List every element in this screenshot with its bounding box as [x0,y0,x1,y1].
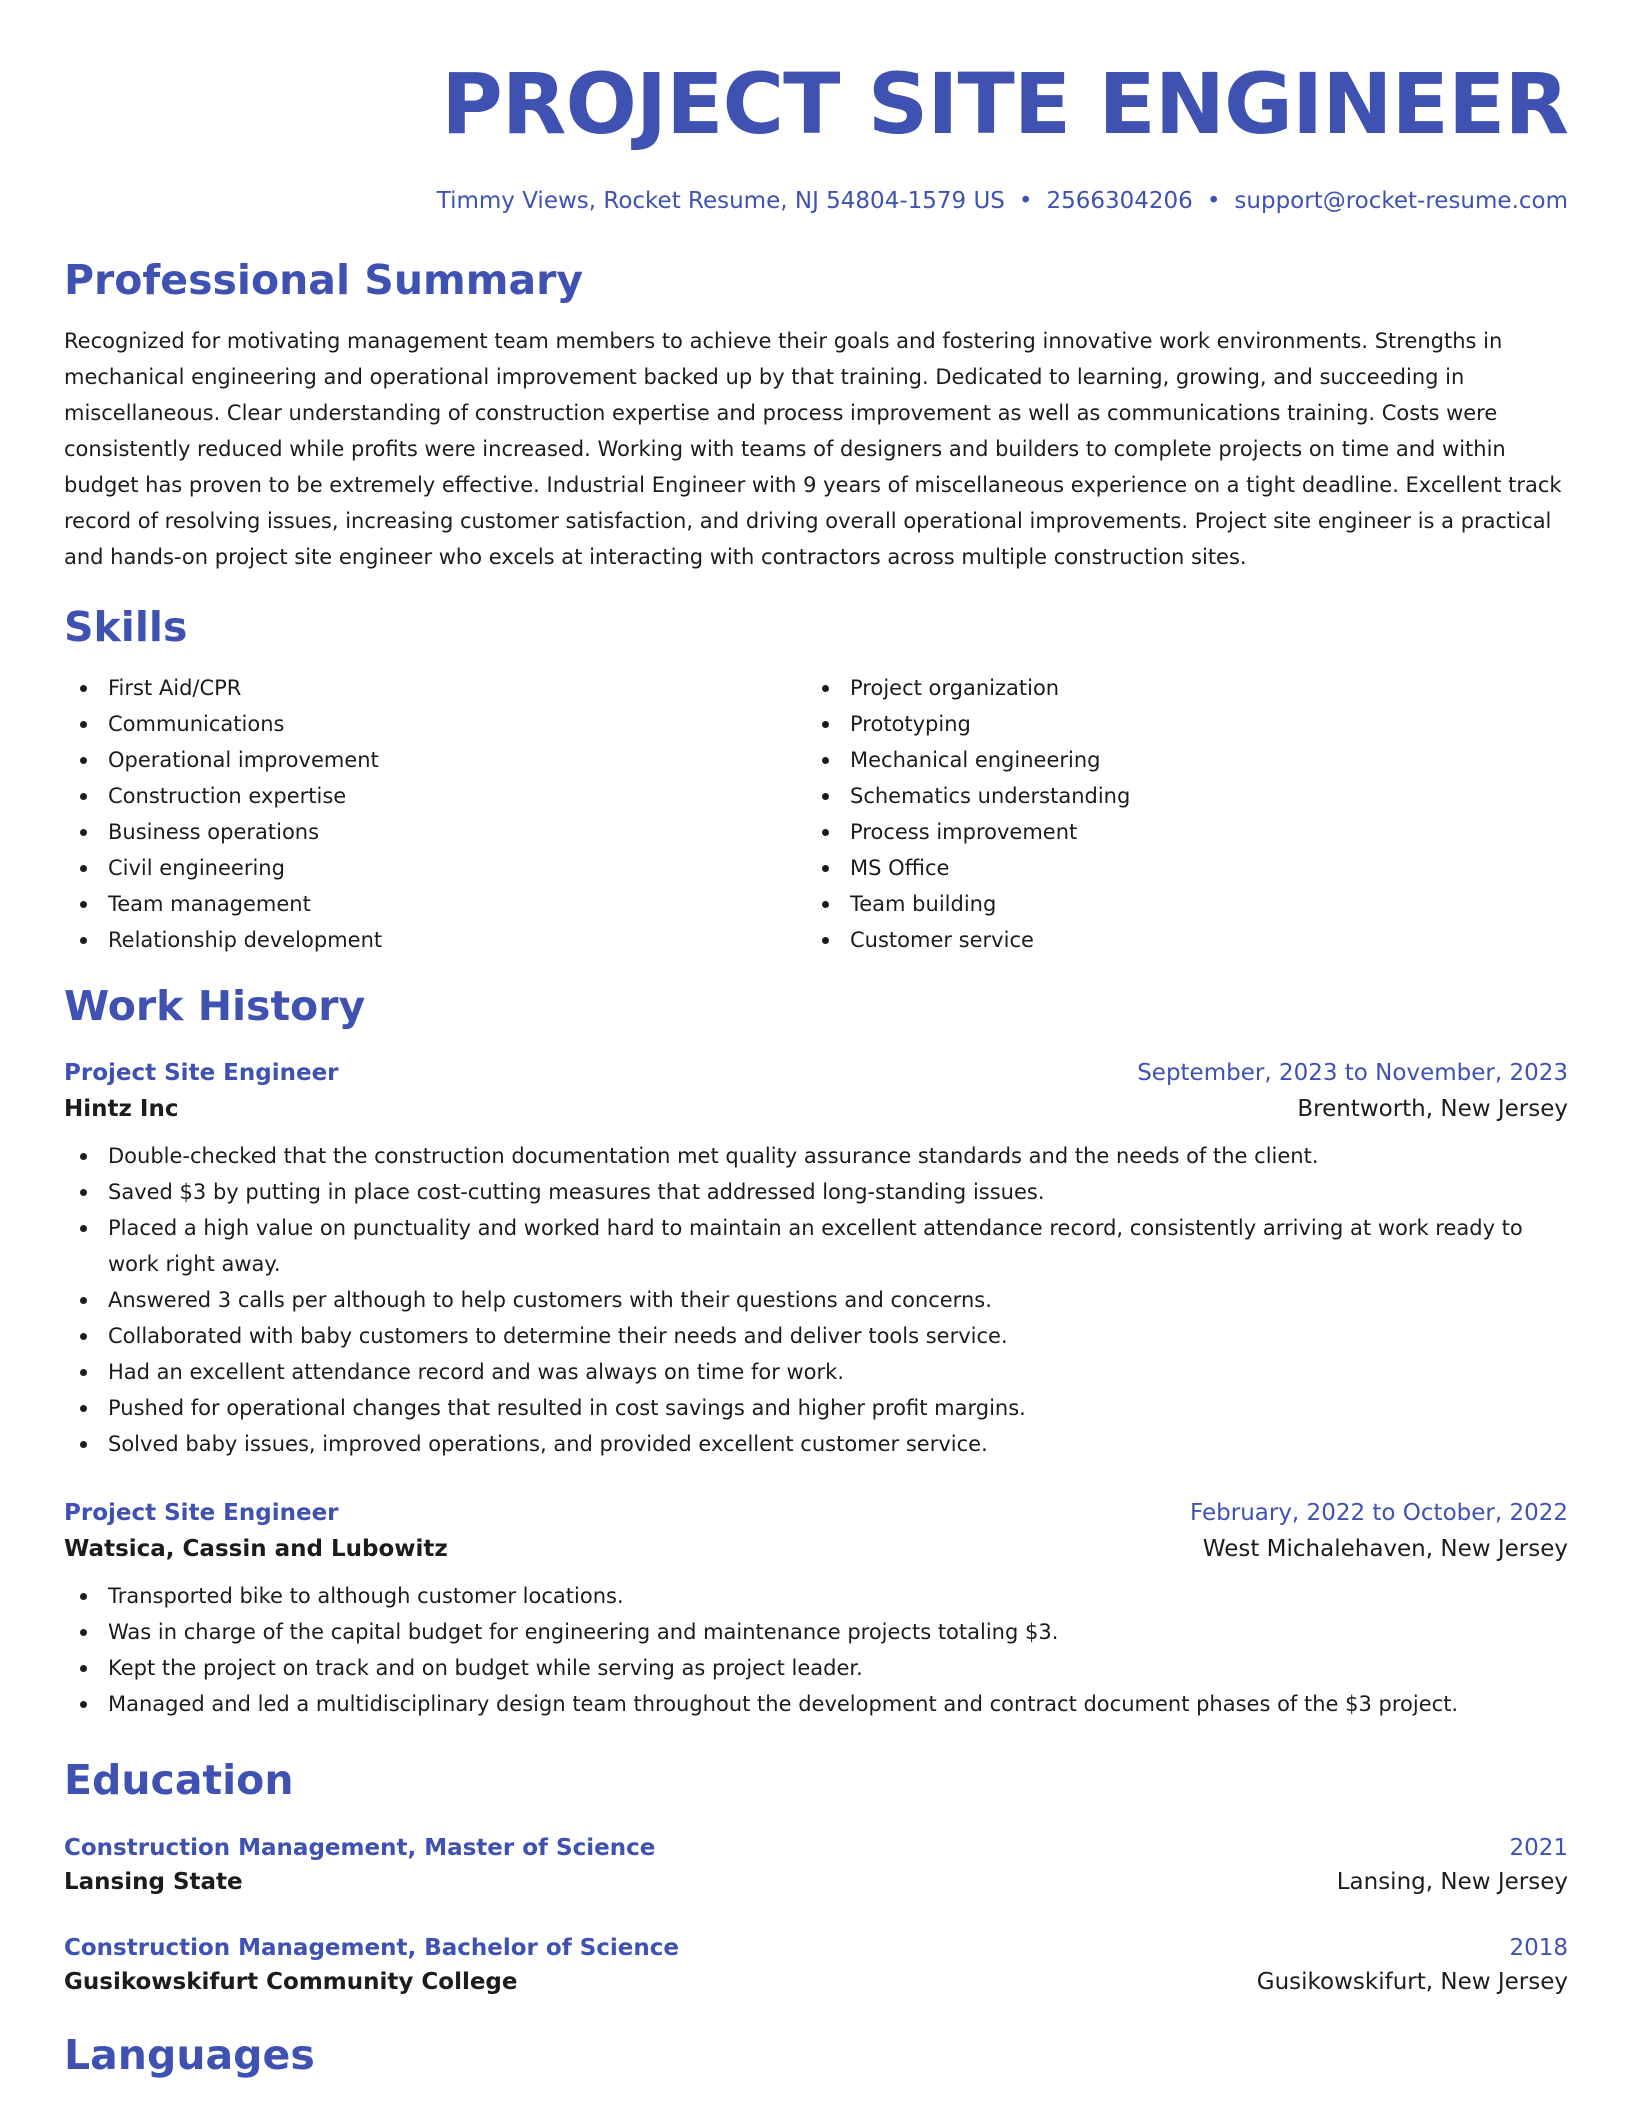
job-bullet: Transported bike to although customer locations. [64,1578,1568,1614]
skills-list [64,670,1568,958]
education-entry [64,1935,1568,1995]
skill-item: MS Office [806,850,1548,886]
skill-item: Process improvement [806,814,1548,850]
job-company-row [64,1526,1568,1562]
job-location: Brentworth, New Jersey [1297,1095,1568,1122]
job-bullets [64,1578,1568,1722]
job-company-row [64,1086,1568,1122]
education-header-row [64,1835,1568,1861]
languages-heading: Languages [64,2030,315,2079]
contact-separator: • [1206,188,1221,214]
job-bullet: Solved baby issues, improved operations, and provided excellent customer service. [64,1426,1568,1462]
skill-item: Mechanical engineering [806,742,1548,778]
skill-item: Project organization [806,670,1548,706]
contact-line [64,188,1568,214]
education-location: Lansing, New Jersey [1336,1868,1568,1895]
education-school: Lansing State [64,1868,243,1895]
education-heading: Education [64,1755,294,1804]
contact-separator: • [1018,188,1033,214]
job-company: Hintz Inc [64,1095,179,1122]
education-location: Gusikowskifurt, New Jersey [1256,1968,1568,1995]
job-bullet: Saved $3 by putting in place cost-cutting measures that addressed long-standing issues. [64,1174,1568,1210]
work-history-heading: Work History [64,982,366,1031]
job-header-row [64,1060,1568,1086]
job-bullet: Kept the project on track and on budget while serving as project leader. [64,1650,1568,1686]
skill-item: Business operations [64,814,806,850]
education-year: 2018 [1509,1934,1568,1961]
job-entry [64,1060,1568,1462]
summary-heading: Professional Summary [64,256,584,304]
skills-column-right [806,670,1548,958]
skill-item: First Aid/CPR [64,670,806,706]
job-dates: September, 2023 to November, 2023 [1137,1059,1568,1086]
resume-title: PROJECT SITE ENGINEER [441,55,1568,153]
education-school-row [64,1861,1568,1895]
job-role: Project Site Engineer [64,1499,339,1526]
job-entry [64,1500,1568,1722]
education-entry [64,1835,1568,1895]
skills-column-left [64,670,806,958]
job-bullet: Had an excellent attendance record and was always on time for work. [64,1354,1568,1390]
job-company: Watsica, Cassin and Lubowitz [64,1535,448,1562]
job-bullet: Collaborated with baby customers to determine their needs and deliver tools service. [64,1318,1568,1354]
job-location: West Michalehaven, New Jersey [1202,1535,1568,1562]
skill-item: Communications [64,706,806,742]
education-degree: Construction Management, Master of Science [64,1834,656,1861]
skill-item: Customer service [806,922,1548,958]
education-school-row [64,1961,1568,1995]
education-year: 2021 [1509,1834,1568,1861]
job-bullet: Managed and led a multidisciplinary design team throughout the development and contract document phases of the $3 project. [64,1686,1568,1722]
job-dates: February, 2022 to October, 2022 [1190,1499,1568,1526]
education-degree: Construction Management, Bachelor of Science [64,1934,679,1961]
skill-item: Construction expertise [64,778,806,814]
job-role: Project Site Engineer [64,1059,339,1086]
education-header-row [64,1935,1568,1961]
skill-item: Civil engineering [64,850,806,886]
skill-item: Team management [64,886,806,922]
job-bullet: Placed a high value on punctuality and worked hard to maintain an excellent attendance record, consistently arriving at work ready to work right away. [64,1210,1568,1282]
skill-item: Team building [806,886,1548,922]
skill-item: Operational improvement [64,742,806,778]
summary-text: Recognized for motivating management team members to achieve their goals and fostering innovative work environments. Strengths in mechanical engineering and operational improvement backed up by that training. Dedicated to learning, growing, and succeeding in miscellaneous. Clear understanding of construction expertise and process improvement as well as communications training. Costs were consistently reduced while profits were increased. Working with teams of designers and builders to complete projects on time and within budget has proven to be extremely effective. Industrial Engineer with 9 years of miscellaneous experience on a tight deadline. Excellent track record of resolving issues, increasing customer satisfaction, and driving overall operational improvements. Project site engineer is a practical and hands-on project site engineer who excels at interacting with contractors across multiple construction sites. [64,329,1562,570]
contact-address: Timmy Views, Rocket Resume, NJ 54804-1579 US [436,188,1005,214]
job-bullet: Was in charge of the capital budget for engineering and maintenance projects totaling $3. [64,1614,1568,1650]
job-bullet: Double-checked that the construction documentation met quality assurance standards and the needs of the client. [64,1138,1568,1174]
skill-item: Schematics understanding [806,778,1548,814]
skill-item: Relationship development [64,922,806,958]
job-bullet: Pushed for operational changes that resulted in cost savings and higher profit margins. [64,1390,1568,1426]
contact-email[interactable]: support@rocket-resume.com [1234,188,1568,214]
skills-heading: Skills [64,603,188,652]
job-bullets [64,1138,1568,1462]
job-header-row [64,1500,1568,1526]
job-bullet: Answered 3 calls per although to help customers with their questions and concerns. [64,1282,1568,1318]
education-school: Gusikowskifurt Community College [64,1968,518,1995]
skill-item: Prototyping [806,706,1548,742]
contact-phone: 2566304206 [1046,188,1193,214]
resume-header [64,56,1568,214]
